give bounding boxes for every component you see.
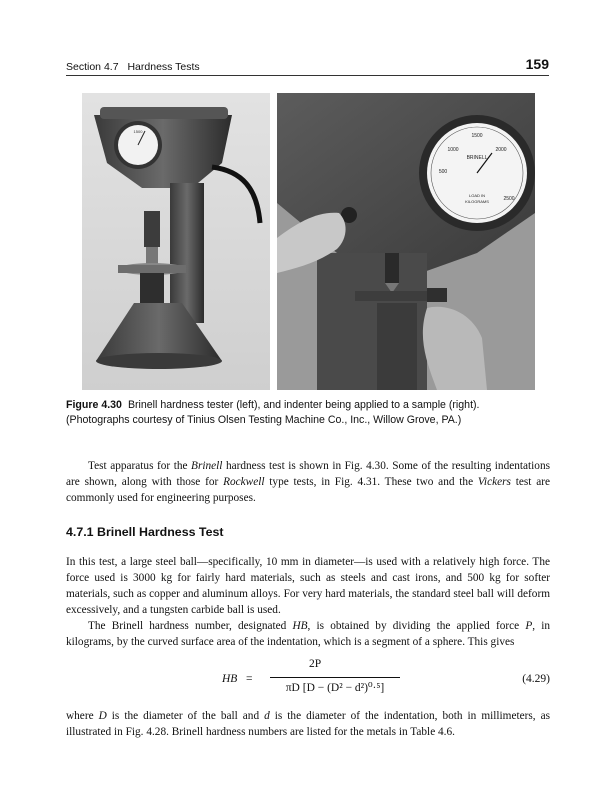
right-dial-2000: 2000 [495,147,507,153]
fraction-bar [270,677,400,678]
caption-line-1: Brinell hardness tester (left), and indenter being applied to a sample (right). [127,399,480,411]
intro-vickers: Vickers [477,476,511,488]
right-dial-brand: BRINELL [466,155,488,161]
p3-part-1: The Brinell hardness number, designated [88,620,293,632]
p4-D: D [98,710,107,722]
p4-part-3: is the diameter of the indentation, both in millimeters, as illustrated in Fig. 4.28. Brinell hardness numbers are listed for the metals in Table 4.6. [66,710,551,738]
p3-P: P [525,620,533,632]
p3-part-2: , is obtained by dividing the applied force [307,620,526,632]
intro-part-2: hardness test is shown in Fig. 4.30. Some of the resulting indentations are shown, along with those for [66,460,551,488]
p3-part-3: , in kilograms, by the curved surface area of the indentation, which is a segment of a sphere. This gives [66,620,551,648]
figure-caption [66,398,550,428]
right-dial-load-label-1: LOAD IN [468,193,486,198]
p4-part-1: where [66,710,99,722]
right-dial-500: 500 [438,169,448,175]
intro-part-4: test are commonly used for engineering purposes. [66,476,550,504]
indenter-illustration [277,93,535,390]
caption-line-2: (Photographs courtesy of Tinius Olsen Testing Machine Co., Inc., Willow Grove, PA.) [66,414,462,426]
right-dial-1500: 1500 [471,133,483,139]
intro-part-1: Test apparatus for the [88,460,192,472]
right-dial-load-label-2: KILOGRAMS [465,199,489,204]
section-title: Hardness Tests [127,61,200,73]
equation-number: (4.29) [522,673,550,685]
left-dial-top-value: 1500 [133,129,143,134]
equation-lhs: HB [222,673,238,685]
section-number: Section 4.7 [66,61,119,73]
page-number: 159 [525,56,549,72]
indenter-photo [277,93,535,390]
equation-denominator: πD [D − (D² − d²)⁰·⁵] [285,682,385,694]
intro-rockwell: Rockwell [223,476,265,488]
right-dial-2500: 2500 [503,196,515,202]
p4-part-2: is the diameter of the ball and [106,710,265,722]
paragraph-2: In this test, a large steel ball—specifically, 10 mm in diameter—is used with a relatively high force. The force used is 3000 kg for fairly hard materials, such as steels and cast irons, and 500 kg for softer materials, such as copper and aluminum alloys. For very hard materials, the standard steel ball will deform excessively, and a tungsten carbide ball is used. [66,556,550,616]
paragraph-4 [66,708,550,740]
page-header [66,56,549,76]
section-heading: 4.7.1 Brinell Hardness Test [66,525,224,539]
figure-label: Figure 4.30 [66,399,122,411]
equation-4-29 [66,658,550,702]
right-dial-1000: 1000 [447,147,459,153]
p4-d: d [264,710,270,722]
brinell-tester-photo [82,93,270,390]
intro-brinell: Brinell [191,460,223,472]
equation-equals: = [246,673,253,685]
p3-hb: HB [292,620,308,632]
brinell-tester-illustration [82,93,270,390]
intro-paragraph [66,458,550,506]
paragraph-3 [66,618,550,650]
intro-part-3: type tests, in Fig. 4.31. These two and the [264,476,478,488]
equation-numerator: 2P [309,658,322,670]
